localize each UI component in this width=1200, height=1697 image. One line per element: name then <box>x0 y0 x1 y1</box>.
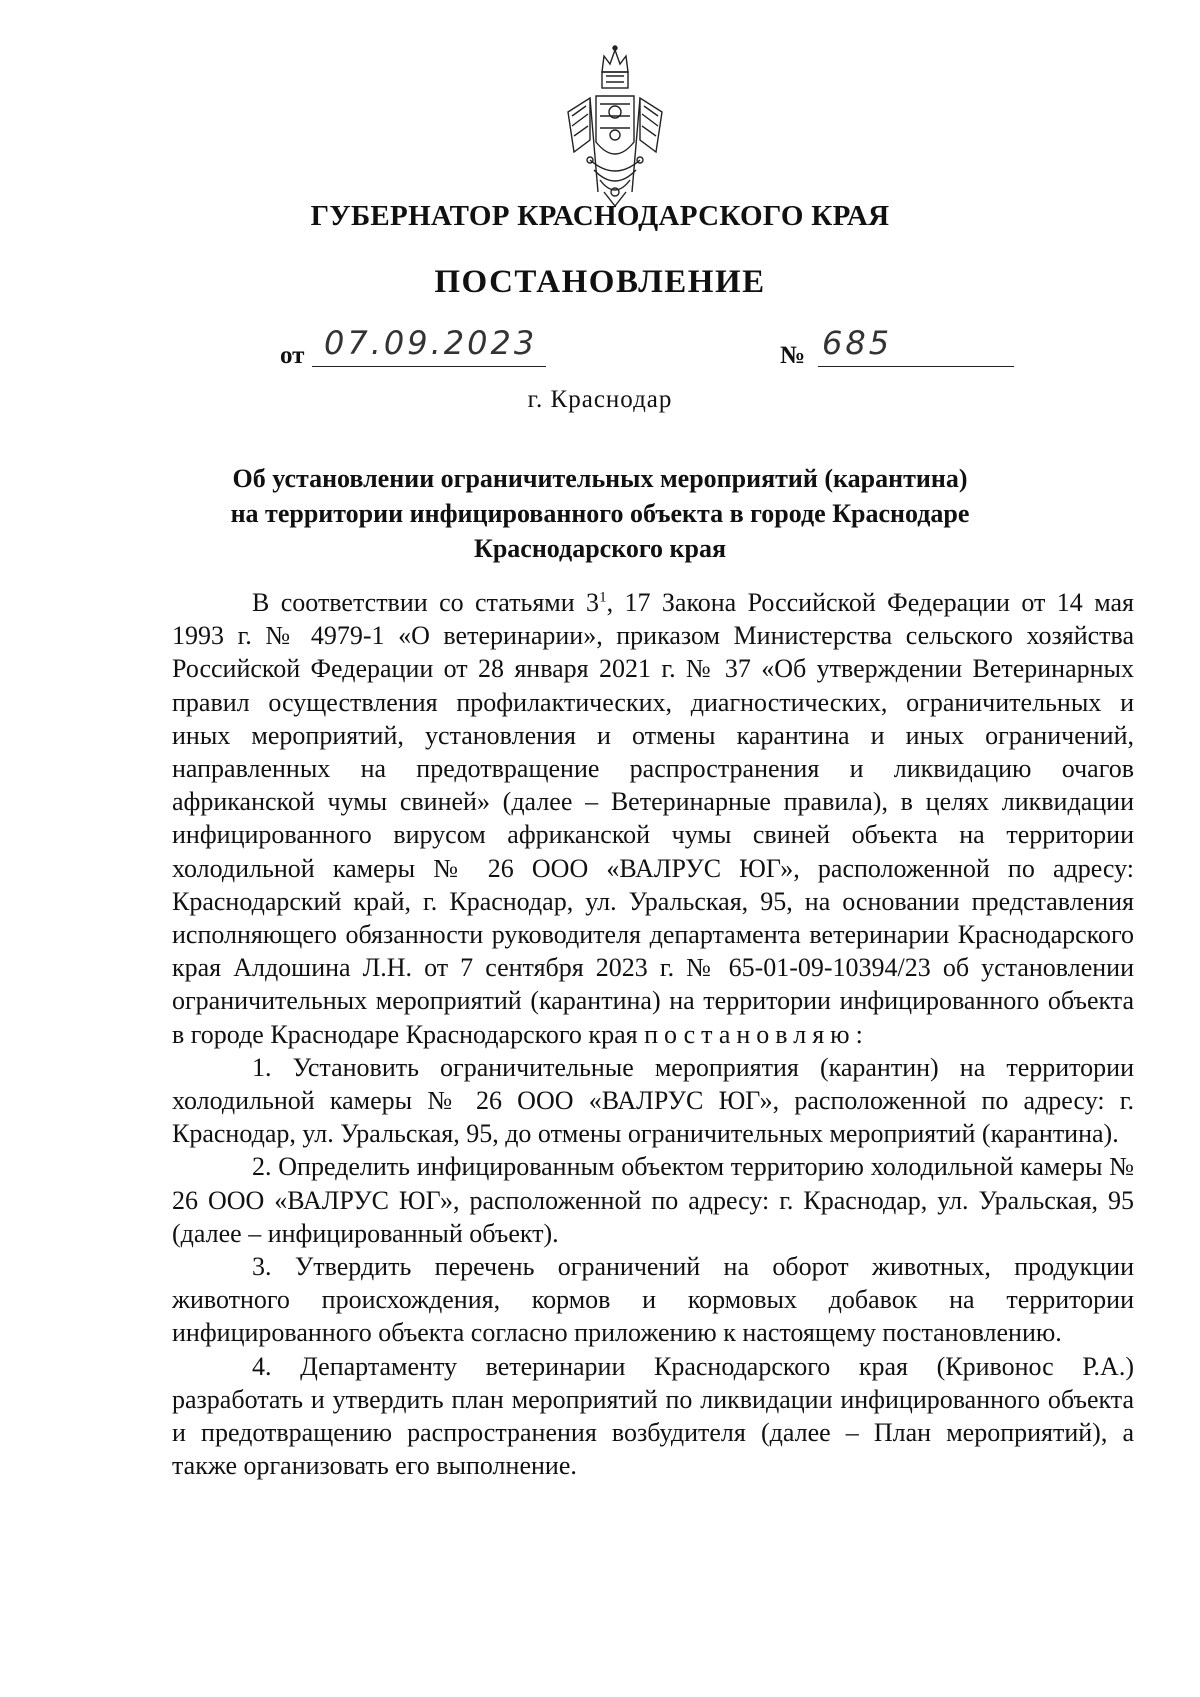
document-title <box>150 461 1050 566</box>
title-line: Краснодарского края <box>473 534 727 563</box>
number-label: № <box>780 342 806 369</box>
paragraph-item-1: 1. Установить ограничительные мероприятия (карантин) на территории холодильной камеры № 26 ООО «ВАЛРУС ЮГ», расположенной по адресу: г. Краснодар, ул. Уральская, 95, до отмены ограничительных мероприятий (карантина). <box>172 1052 1134 1149</box>
number-underline <box>818 366 1014 367</box>
paragraph-item-2: 2. Определить инфицированным объектом территорию холодильной камеры № 26 ООО «ВАЛРУС ЮГ», расположенной по адресу: г. Краснодар, ул. Уральская, 95 (далее – инфицированный объект). <box>172 1152 1134 1248</box>
paragraph-item-3: 3. Утвердить перечень ограничений на оборот животных, продукции животного происхождения, кормов и кормовых добавок на территории инфицированного объекта согласно приложению к настоящему постановлению. <box>172 1252 1134 1348</box>
preamble-paragraph <box>172 586 1134 1051</box>
date-label: от <box>280 342 305 369</box>
city-line: г. Краснодар <box>527 386 673 413</box>
document-type-heading: ПОСТАНОВЛЕНИЕ <box>434 264 766 300</box>
decree-word: постановляю: <box>644 1019 869 1049</box>
number-value: 685 <box>822 324 893 362</box>
preamble-text: В соответствии со статьями 3 <box>252 588 600 617</box>
date-underline <box>312 366 546 367</box>
issuer-heading: ГУБЕРНАТОР КРАСНОДАРСКОГО КРАЯ <box>310 200 890 232</box>
paragraph-item-4: 4. Департаменту ветеринарии Краснодарского края (Кривонос Р.А.) разработать и утвердить план мероприятий по ликвидации инфицированного объекта и предотвращению распространения возбудителя (далее – План мероприятий), а также организовать его выполнение. <box>172 1351 1134 1481</box>
article-superscript: 1 <box>599 589 607 606</box>
document-body <box>172 586 1134 1482</box>
coat-of-arms-icon <box>560 42 670 212</box>
title-line: Об установлении ограничительных мероприятий (карантина) <box>232 464 968 493</box>
title-line: на территории инфицированного объекта в городе Краснодаре <box>230 499 970 528</box>
coat-of-arms-emblem <box>560 42 670 212</box>
preamble-text: , 17 Закона Российской Федерации от 14 мая 1993 г. № 4979-1 «О ветеринарии», приказом Министерства сельского хозяйства Российской Федерации от 28 января 2021 г. № 37 «Об утверждении Ветеринарных правил осуществления профилактических, диагностических, ограничительных и иных мероприятий, установления и отмены карантина и иных ограничений, направленных на предотвращение распространения и ликвидацию очагов африканской чумы свиней» (далее – Ветеринарные правила), в целях ликвидации инфицированного вирусом африканской чумы свиней объекта на территории холодильной камеры № 26 ООО «ВАЛРУС ЮГ», расположенной по адресу: Краснодарский край, г. Краснодар, ул. Уральская, 95, на основании представления исполняющего обязанности руководителя департамента ветеринарии Краснодарского края Алдошина Л.Н. от 7 сентября 2023 г. № 65-01-09-10394/23 об установлении ограничительных мероприятий (карантина) на территории инфицированного объекта в городе Краснодаре Краснодарского края <box>172 588 1134 1049</box>
date-value: 07.09.2023 <box>324 324 538 362</box>
